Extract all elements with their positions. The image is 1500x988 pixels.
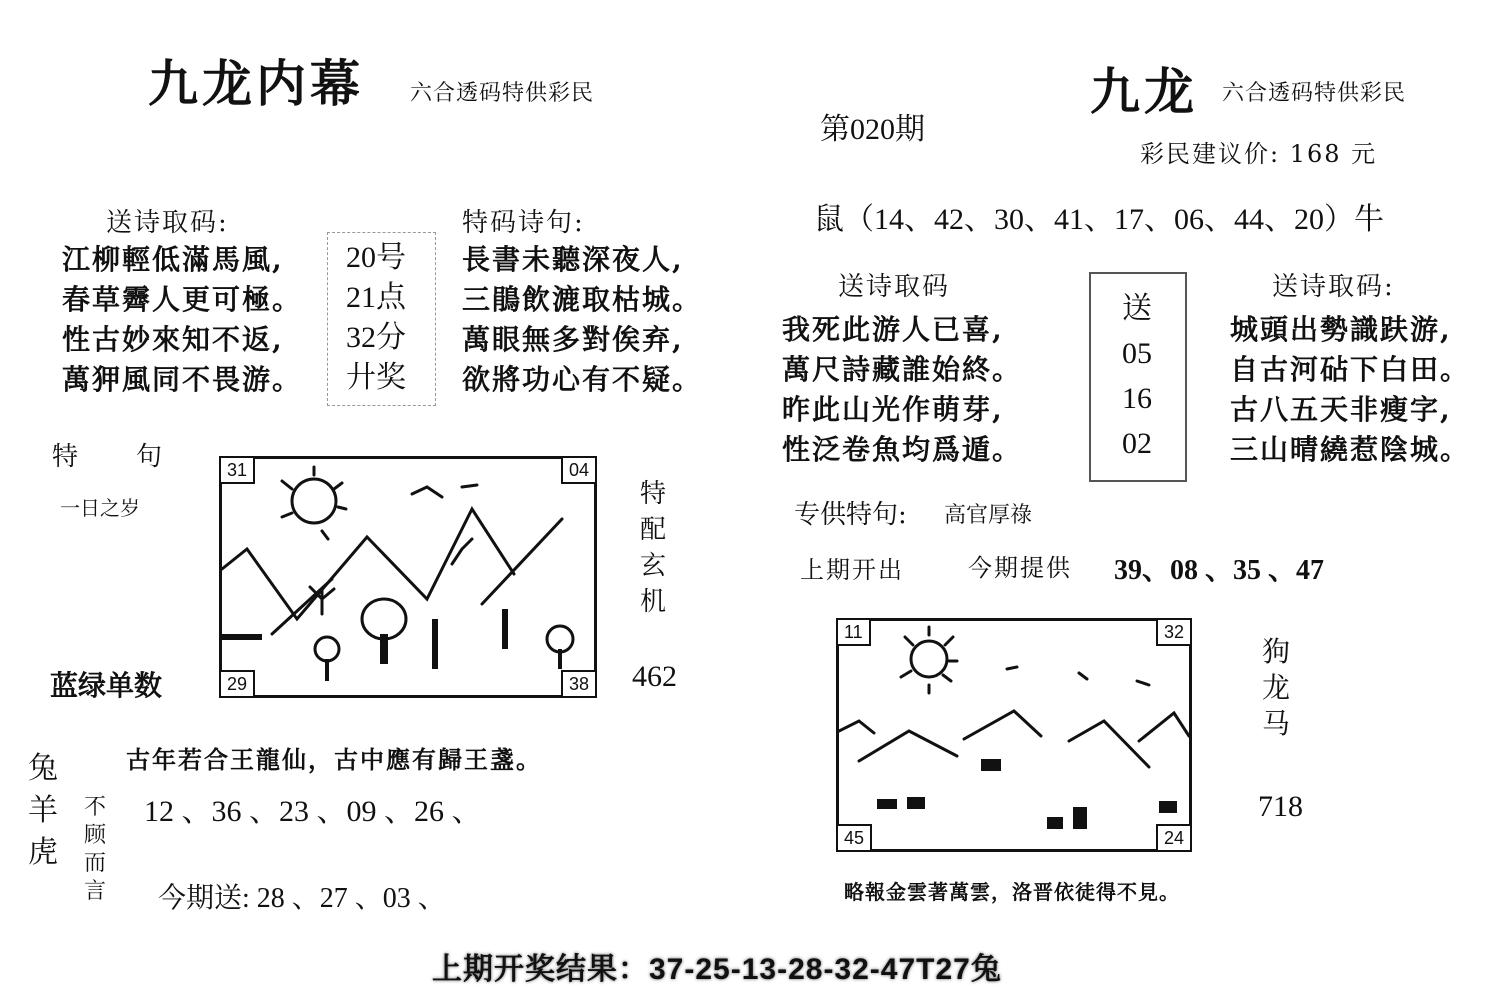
left-poem-send-heading: 送诗取码: [106, 208, 229, 238]
landscape-drawing-icon [839, 621, 1189, 849]
left-subtitle: 六合透码特供彩民 [410, 81, 595, 106]
right-poem-right [1230, 310, 1470, 470]
mystery-vertical: 特 配 玄 机 [640, 479, 667, 617]
left-landscape-picture [219, 456, 597, 698]
right-special-label: 专供特句: [794, 500, 907, 530]
poem-line: 性泛卷魚均爲遁。 [782, 433, 1023, 466]
left-title: 九龙内幕 [148, 54, 364, 113]
price: 彩民建议价: 168 元 [1140, 140, 1378, 168]
right-poem-right-heading: 送诗取码: [1272, 272, 1395, 302]
corner-number-bottom-right: 38 [561, 670, 597, 698]
mystery-number: 462 [632, 660, 677, 693]
poem-line: 江柳輕低滿馬風, [62, 243, 284, 276]
right-poem-left-heading: 送诗取码 [838, 272, 951, 302]
poem-line: 三山晴繞惹陰城。 [1230, 433, 1471, 466]
corner-number-bottom-right: 24 [1156, 824, 1192, 852]
corner-number-top-left: 11 [836, 618, 871, 646]
poem-line: 萬尺詩藏誰始終。 [782, 353, 1023, 386]
provide-label: 今期提供 [968, 554, 1072, 582]
left-poem-send [62, 240, 302, 400]
hint-box-text: 20号 21点 32分 廾奖 [346, 241, 406, 394]
today-send: 今期送: 28 、27 、03 、 [158, 883, 446, 914]
landscape-drawing-icon [222, 459, 594, 695]
poem-line: 萬眼無多對俟弃, [462, 323, 684, 356]
poem-line: 古八五天非瘦字, [1230, 393, 1452, 426]
poem-line: 春草霽人更可極。 [62, 283, 303, 316]
left-poem-special-heading: 特码诗句: [462, 208, 585, 238]
right-subtitle: 六合透码特供彩民 [1222, 81, 1407, 106]
poem-line: 三鵑飲漉取枯城。 [462, 283, 703, 316]
corner-number-top-right: 04 [561, 456, 597, 484]
provide-numbers: 39、08 、35 、47 [1114, 555, 1325, 586]
poem-line: 欲將功心有不疑。 [462, 363, 703, 396]
corner-number-bottom-left: 29 [219, 670, 255, 698]
poem-line: 性古妙來知不返, [62, 323, 284, 356]
right-number: 718 [1258, 790, 1303, 823]
issue-number: 第020期 [820, 113, 925, 146]
right-special-text: 高官厚祿 [944, 503, 1033, 528]
left-special-heading: 特 句 [52, 442, 165, 472]
poem-line: 我死此游人已喜, [782, 313, 1004, 346]
last-draw-result: 上期开奖结果：37-25-13-28-32-47T27兔 [432, 953, 1002, 986]
left-verse: 古年若合王龍仙，古中應有歸王盞。 [126, 745, 542, 774]
send-box-content: 送 05 16 02 [1122, 292, 1152, 460]
corner-number-bottom-left: 45 [836, 824, 872, 852]
right-title: 九龙 [1090, 62, 1198, 121]
left-numbers-row: 12 、36 、23 、09 、26 、 [144, 795, 482, 828]
poem-line: 城頭出勢識趺游, [1230, 313, 1452, 346]
left-zodiac-vertical: 兔 羊 虎 [28, 751, 58, 870]
last-open-label: 上期开出 [800, 556, 904, 584]
right-verse: 略報金雲著萬雲，洛晋依徒得不見。 [844, 880, 1180, 904]
left-special-text: 一日之岁 [60, 496, 140, 520]
right-poem-left [782, 310, 1022, 470]
poem-line: 長書未聽深夜人, [462, 243, 684, 276]
zodiac-range: 鼠（14、42、30、41、17、06、44、20）牛 [814, 203, 1384, 236]
corner-number-top-right: 32 [1156, 618, 1192, 646]
poem-line: 昨此山光作萌芽, [782, 393, 1004, 426]
left-poem-special [462, 240, 702, 400]
poem-line: 萬狎風同不畏游。 [62, 363, 303, 396]
poem-line: 自古河砧下白田。 [1230, 353, 1471, 386]
disregard-vertical: 不 顾 而 言 [84, 795, 107, 904]
color-hint: 蓝绿单数 [50, 669, 163, 702]
right-landscape-picture [836, 618, 1192, 852]
corner-number-top-left: 31 [219, 456, 255, 484]
right-zodiac-vertical: 狗 龙 马 [1262, 635, 1291, 740]
